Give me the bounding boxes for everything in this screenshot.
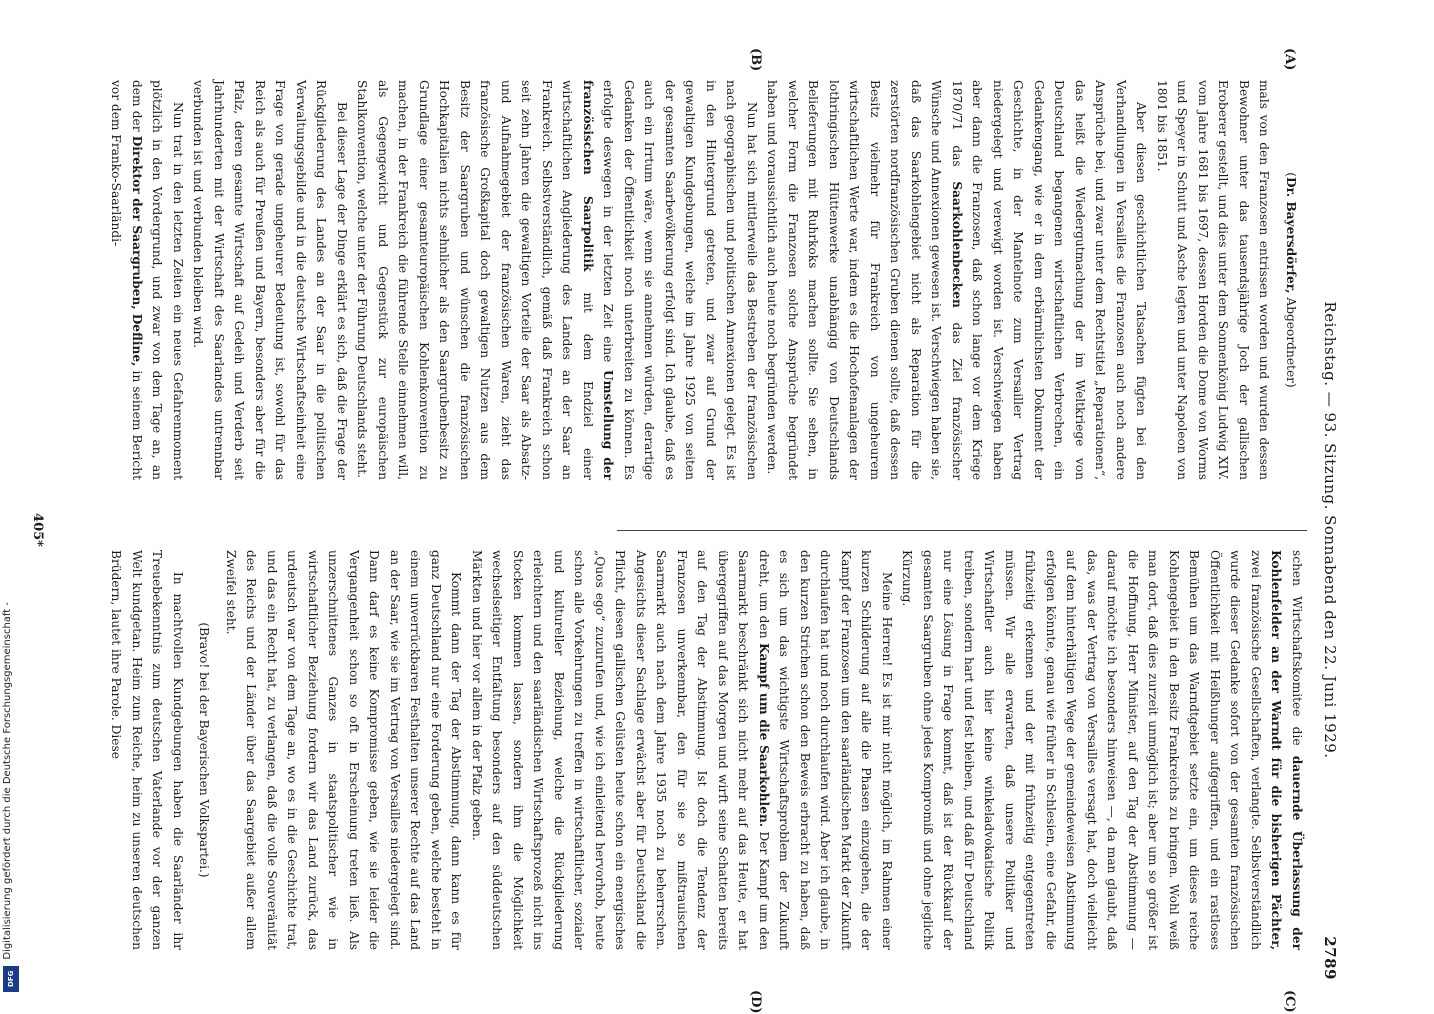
margin-marker-c: (C) xyxy=(1282,990,1297,1013)
margin-marker-d: (D) xyxy=(748,990,763,1014)
paragraph xyxy=(762,80,1152,480)
margin-marker-a: (A) xyxy=(1282,48,1297,71)
paragraph xyxy=(467,550,898,950)
paragraph: Kommt dann der Tag der Abstimmung, dann kann es für ganz Deutschland nur eine Forderung geben, welche besteht in einem unverrückbaren Festhalten unserer Rechte auf das Land an der Saar, wie sie im Vertrag von Versailles niedergelegt sind. Dann darf es keine Kompromisse geben, wie sie leider die Vergangenheit schon so oft in Erscheinung treten ließ. Als unzerschnittenes Ganzes in staatspolitischer wie in wirtschaftlicher Beziehung fordern wir das Land zurück, das urdeutsch war von dem Tage an, wo es in die Geschichte trat, und das ein Recht hat, zu verlangen, daß die volle Souveränität des Reichs und der Länder über das Saargebiet außer allem Zweifel steht. xyxy=(224,550,464,950)
text-run: schen Wirtschaftskomitee die xyxy=(1290,550,1304,746)
paragraph xyxy=(352,80,762,480)
paragraph: mals von den Franzosen entrissen worden und wurden dessen Bewohner unter das tausendsjährige Joch der gallischen Eroberer gestellt, und dies unter dem Sonnenkönig Ludwig XIV. vom Jahre 1681 bis 1697, dessen Horden die Dome von Worms und Speyer in Schutt und Asche legten und unter Napoleon von 1801 bis 1851. xyxy=(1155,80,1272,480)
margin-marker-b: (B) xyxy=(748,48,763,72)
emphasis: Umstellung der französischen Saarpolitik xyxy=(581,80,616,481)
signature-mark: 405* xyxy=(30,513,45,547)
page-number: 2789 xyxy=(1321,936,1339,980)
paragraph: In machtvollen Kundgebungen haben die Saarländer ihr Treuebekenntnis zum deutschen Vaterlande vor der ganzen Welt kundgetan. Heim zum Reiche, heim zu unseren deutschen Brüdern, lautet ihre Parole. Diese xyxy=(109,550,185,950)
paragraph xyxy=(106,80,188,480)
rotated-page xyxy=(0,48,1345,1014)
emphasis: Saarkohlenbecken xyxy=(950,181,964,308)
page-header xyxy=(1315,80,1345,980)
speaker-role: Abgeordneter xyxy=(1284,297,1298,383)
right-column xyxy=(109,550,1307,951)
left-column xyxy=(109,80,1307,481)
emphasis: Kampf um die Saarkohlen. xyxy=(757,642,771,828)
text-run: mit dem Endziel einer wirtschaftlichen Angliederung des Landes an der Saar an Frankreich. Selbstverständlich, gemäß daß Frankreich schon seit zehn Jahren die gewaltigen Vorteile der Saar als Absatz- und Aufnahmegebiet der französischen Waren, zieht das französische Großkapital doch gewaltigen Nutzen aus dem Besitz der Saargruben und wünschen die französischen Hochkapitalien nichts sehnlicher als den Saargrubenbesitz zu Grundlage einer gesamteuropäischen Kohlenkonvention zu machen, in der Frankreich die führende Stelle einnehmen will, als Gegengewicht und Gegenstück zur europäischen Stahlkonvention, welche unter der Führung Deutschlands steht. xyxy=(355,80,595,480)
text-run: Der Kampf um den Saarmarkt beschränkt sich nicht mehr auf das Heute, er hat übergegriffen auf das Morgen und wirft seine Schatten bereits auf den Tag der Abstimmung. Ist doch die Tendenz der Franzosen unverkennbar, den für sie so mißtrauischen Saarmarkt auch nach dem Jahre 1935 noch zu beherrschen. Angesichts dieser Sachlage erwächst aber für Deutschland die Pflicht, diesen gallischen Gelüsten heute schon ein energisches „Quos ego“ zuzurufen und, wie ich einleitend hervorhob, heute schon alle Vorkehrungen zu treffen in wirtschaftlicher, sozialer und kultureller Beziehung, welche die Rückgliederung erleichtern und den saarländischen Wirtschaftsprozeß nicht ins Stocken kommen lassen, sondern ihm die Möglichkeit wechselseitiger Entfaltung besonders auf den süddeutschen Märkten und hier vor allem in der Pfalz geben. xyxy=(470,550,771,951)
funding-note: Digitalisierung gefördert durch die Deutsche Forschungsgemeinschaft - xyxy=(2,602,13,960)
paragraph: Bei dieser Lage der Dinge erklärt es sich, daß die Frage der Rückgliederung des Landes an der Saar in die politischen Verwaltungsgebilde und in die deutsche Wirtschaftseinheit eine Frage von gerade ungeheurer Bedeutung ist, sowohl für das Reich als auch für Preußen und Bayern, besonders aber für die Pfalz, deren gesamte Wirtschaft auf Gedeih und Verderb seit Jahrhunderten mit der Wirtschaft des Saarlandes untrennbar verbunden ist und verbunden bleiben wird. xyxy=(191,80,349,480)
text-run: zwei französische Gesellschaften, verlangte. Selbstverständlich wurde dieser Gedanke sofort von der gesamten französischen Öffentlichkeit mit Heißhunger aufgegriffen, und ein rastloses Bemühen um das Warndtgebiet setzte ein, um dieses reiche Kohlengebiet in den Besitz Frankreichs zu bringen. Wohl weiß man dort, daß dies zurzeit unmöglich ist; aber um so größer ist die Hoffnung, Herr Minister, auf den Tag der Abstimmung — darauf möchte ich besonders hinweisen —, da man glaubt, daß das, was der Vertrag von Versailles versagt hat, doch vielleicht auf dem hinterhältigen Wege der gemeindeweisen Abstimmung erfolgen könnte, genau wie früher in Schlesien, eine Gefahr, die frühzeitig erkennen und der mit frühzeitig entgegentreten müssen. Wir alle erwarten, daß unsere Politiker und Wirtschaftler auch hier keine winkeladvokatische Politik treiben, sondern hart und fest bleiben, und daß für Deutschland nur eine Lösung in Frage kommt, daß ist der Rückkauf der gesamten Saargruben ohne jedes Kompromiß und ohne jegliche Kürzung. xyxy=(900,550,1263,950)
dfg-logo-icon: DFG xyxy=(3,966,19,992)
emphasis: Defline, xyxy=(130,313,144,367)
text-run: das Ziel französischer Wünsche und Annexionen gewesen ist. Verschwiegen haben sie, daß das Saarkohlengebiet nicht als Reparation für die zerstörten nordfranzösischen Gruben dienen sollte, daß dessen Besitz vielmehr für Frankreich von ungeheurem wirtschaftlichen Werte war, indem es die Hochofenanlagen der lothringischen Hüttenwerke unabhängig von Deutschlands Belieferungen mit Ruhrkoks machen sollte. Sie sehen, in welcher Form die Franzosen solche Ansprüche begründet haben und voraussichtlich auch heute noch begründen werden. xyxy=(765,80,964,481)
paragraph xyxy=(897,550,1307,950)
speaker-name: Dr. Bayersdörfer, xyxy=(1284,177,1298,294)
text-run: Nun trat in den letzten Zeiten ein neues Gefahrenmoment plötzlich in den Vordergrund, und zwar von dem Tage an, an dem der xyxy=(130,80,185,480)
emphasis: Direktor der Saargruben, xyxy=(130,135,144,310)
page-title: Reichstag. — 93. Sitzung. Sonnabend den 22. Juni 1929. xyxy=(1321,301,1339,759)
text-run: Meine Herren! Es ist mir nicht möglich, im Rahmen einer kurzen Schilderung auf alle die Phasen einzugehen, die der Kampf der Franzosen um den saarländischen Markt der Zukunft durchlaufen hat und noch durchlaufen wird. Aber ich glaube, in den kurzen Strichen schon den Beweis erbracht zu haben, daß es sich um das wichtigste Wirtschaftsproblem der Zukunft dreht, um den xyxy=(757,550,894,950)
text-run: Nun hat sich mittlerweile das Bestreben der französischen nach geographischen und politischen Annexionen gelegt. Es ist in den Hintergrund getreten, und zwar auf Grund der gewaltigen Kundgebungen, welche im Jahre 1925 von seiten der gesamten Saarbevölkerung erfolgt sind. Ich glaube, daß es auch ein Irrtum wäre, wenn sie annehmen würden, derartige Gedanken der Öffentlichkeit noch unterbreiten zu können. Es erfolgte deswegen in der letzten Zeit eine xyxy=(601,80,759,480)
applause-note: (Bravo! bei der Bayerischen Volkspartei.) xyxy=(197,622,212,878)
text-run: Aber diesen geschichtlichen Tatsachen fügten bei den Verhandlungen in Versailles die Franzosen auch noch andere Ansprüche bei, und zwar unter dem Rechtstitel „Reparationen“, das heißt die Wiedergutmachung der im Weltkriege von Deutschland begangenen wirtschaftlichen Verbrechen, ein Gedankengang, wie er in dem erbärmlichsten Dokument der Geschichte, in der Mantelnote zum Versailler Vertrag niedergelegt und verewigt worden ist. Verschwiegen haben aber dann die Franzosen, daß schon lange vor dem Kriege 1870/71 das xyxy=(950,80,1149,480)
speaker-line: (Dr. Bayersdörfer, Abgeordneter) xyxy=(1284,172,1298,388)
text-run: in seinem Bericht vor dem Franko-Saarländi- xyxy=(109,80,144,481)
emphasis: dauernde Überlassung der Kohlenfelder an der Warndt für die bisherigen Pächter, xyxy=(1269,550,1304,951)
column-divider xyxy=(617,530,1307,531)
